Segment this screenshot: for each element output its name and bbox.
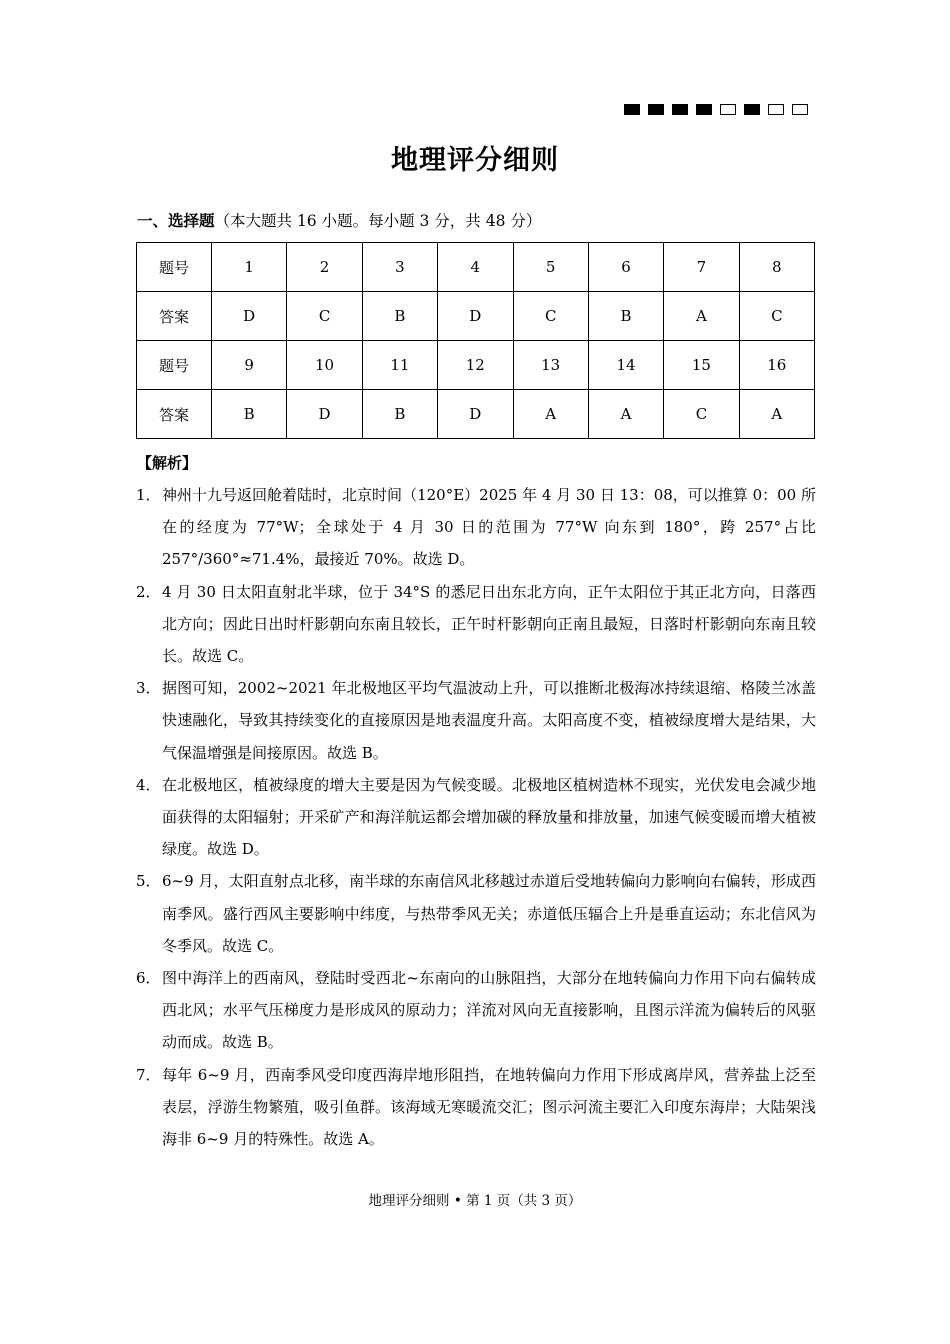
list-item xyxy=(136,479,816,576)
table-cell: 8 xyxy=(739,243,814,292)
table-cell: 5 xyxy=(513,243,588,292)
table-cell: 答案 xyxy=(137,390,212,439)
table-cell: 12 xyxy=(438,341,513,390)
header-mark xyxy=(648,104,664,115)
table-cell: A xyxy=(739,390,814,439)
list-item xyxy=(136,1059,816,1156)
table-cell: 14 xyxy=(588,341,663,390)
table-cell: D xyxy=(438,292,513,341)
section-heading-note: （本大题共 16 小题。每小题 3 分，共 48 分） xyxy=(214,212,542,230)
header-mark xyxy=(672,104,688,115)
table-cell: 6 xyxy=(588,243,663,292)
table-cell: D xyxy=(438,390,513,439)
table-cell: 11 xyxy=(362,341,437,390)
table-cell: C xyxy=(287,292,362,341)
item-number: 3． xyxy=(136,679,161,698)
table-cell: B xyxy=(588,292,663,341)
item-text: 神州十九号返回舱着陆时，北京时间（120°E）2025 年 4 月 30 日 13：08，可以推算 0：00 所在的经度为 77°W；全球处于 4 月 30 日的范围为 77°W 向东到 180°，跨 257°占比 257°/360°≈71.4%，最接近 70%。故选 D。 xyxy=(162,486,816,569)
item-text: 据图可知，2002~2021 年北极地区平均气温波动上升，可以推断北极海冰持续退缩、格陵兰冰盖快速融化，导致其持续变化的直接原因是地表温度升高。太阳高度不变，植被绿度增大是结果，大气保温增强是间接原因。故选 B。 xyxy=(162,679,816,762)
table-cell: 16 xyxy=(739,341,814,390)
item-number: 5． xyxy=(136,872,161,891)
item-text: 图中海洋上的西南风，登陆时受西北~东南向的山脉阻挡，大部分在地转偏向力作用下向右偏转成西北风；水平气压梯度力是形成风的原动力；洋流对风向无直接影响，且图示洋流为偏转后的风驱动而成。故选 B。 xyxy=(162,969,816,1052)
header-mark xyxy=(768,104,784,115)
item-number: 2． xyxy=(136,582,161,601)
item-text: 4 月 30 日太阳直射北半球，位于 34°S 的悉尼日出东北方向，正午太阳位于其正北方向，日落西北方向；因此日出时杆影朝向东南且较长，正午时杆影朝向正南且最短，日落时杆影朝向东南且较长。故选 C。 xyxy=(162,582,816,666)
list-item xyxy=(136,865,816,962)
table-cell: C xyxy=(513,292,588,341)
header-mark xyxy=(624,104,640,115)
table-cell: B xyxy=(362,292,437,341)
header-mark xyxy=(720,104,736,115)
item-number: 7． xyxy=(136,1065,161,1084)
list-item xyxy=(136,962,816,1059)
table-cell: 7 xyxy=(664,243,739,292)
table-row xyxy=(137,341,815,390)
list-item xyxy=(136,576,816,673)
page-title: 地理评分细则 xyxy=(391,145,559,176)
table-cell: 题号 xyxy=(137,243,212,292)
table-cell: D xyxy=(287,390,362,439)
table-cell: A xyxy=(588,390,663,439)
table-cell: B xyxy=(212,390,287,439)
section-heading-label: 一、选择题 xyxy=(137,212,215,230)
table-cell: 13 xyxy=(513,341,588,390)
table-cell: A xyxy=(664,292,739,341)
header-mark xyxy=(696,104,712,115)
section-heading xyxy=(137,209,541,231)
item-number: 6． xyxy=(136,969,161,988)
item-text: 每年 6~9 月，西南季风受印度西海岸地形阻挡，在地转偏向力作用下形成离岸风，营养盐上泛至表层，浮游生物繁殖，吸引鱼群。该海域无寒暖流交汇；图示河流主要汇入印度东海岸；大陆架浅海非 6~9 月的特殊性。故选 A。 xyxy=(162,1065,816,1149)
header-mark xyxy=(792,104,808,115)
analysis-heading: 【解析】 xyxy=(137,454,198,472)
table-cell: B xyxy=(362,390,437,439)
table-cell: C xyxy=(739,292,814,341)
table-cell: D xyxy=(212,292,287,341)
table-cell: 答案 xyxy=(137,292,212,341)
header-mark xyxy=(744,104,760,115)
table-row xyxy=(137,243,815,292)
item-text: 6~9 月，太阳直射点北移，南半球的东南信风北移越过赤道后受地转偏向力影响向右偏转，形成西南季风。盛行西风主要影响中纬度，与热带季风无关；赤道低压辐合上升是垂直运动；东北信风为冬季风。故选 C。 xyxy=(162,872,816,955)
answer-table xyxy=(136,242,815,439)
table-cell: 15 xyxy=(664,341,739,390)
page-footer: 地理评分细则 • 第 1 页（共 3 页） xyxy=(368,1193,582,1209)
list-item xyxy=(136,769,816,866)
table-row xyxy=(137,390,815,439)
table-cell: 4 xyxy=(438,243,513,292)
table-cell: 9 xyxy=(212,341,287,390)
table-cell: 1 xyxy=(212,243,287,292)
analysis-list xyxy=(136,479,816,1155)
table-cell: A xyxy=(513,390,588,439)
item-number: 4． xyxy=(136,775,161,794)
table-cell: 2 xyxy=(287,243,362,292)
table-cell: 10 xyxy=(287,341,362,390)
header-marks xyxy=(624,104,808,115)
item-text: 在北极地区，植被绿度的增大主要是因为气候变暖。北极地区植树造林不现实，光伏发电会减少地面获得的太阳辐射；开采矿产和海洋航运都会增加碳的释放量和排放量，加速气候变暖而增大植被绿度。故选 D。 xyxy=(162,775,816,859)
table-cell: 题号 xyxy=(137,341,212,390)
list-item xyxy=(136,672,816,769)
table-cell: 3 xyxy=(362,243,437,292)
table-row xyxy=(137,292,815,341)
table-cell: C xyxy=(664,390,739,439)
item-number: 1． xyxy=(136,486,161,504)
